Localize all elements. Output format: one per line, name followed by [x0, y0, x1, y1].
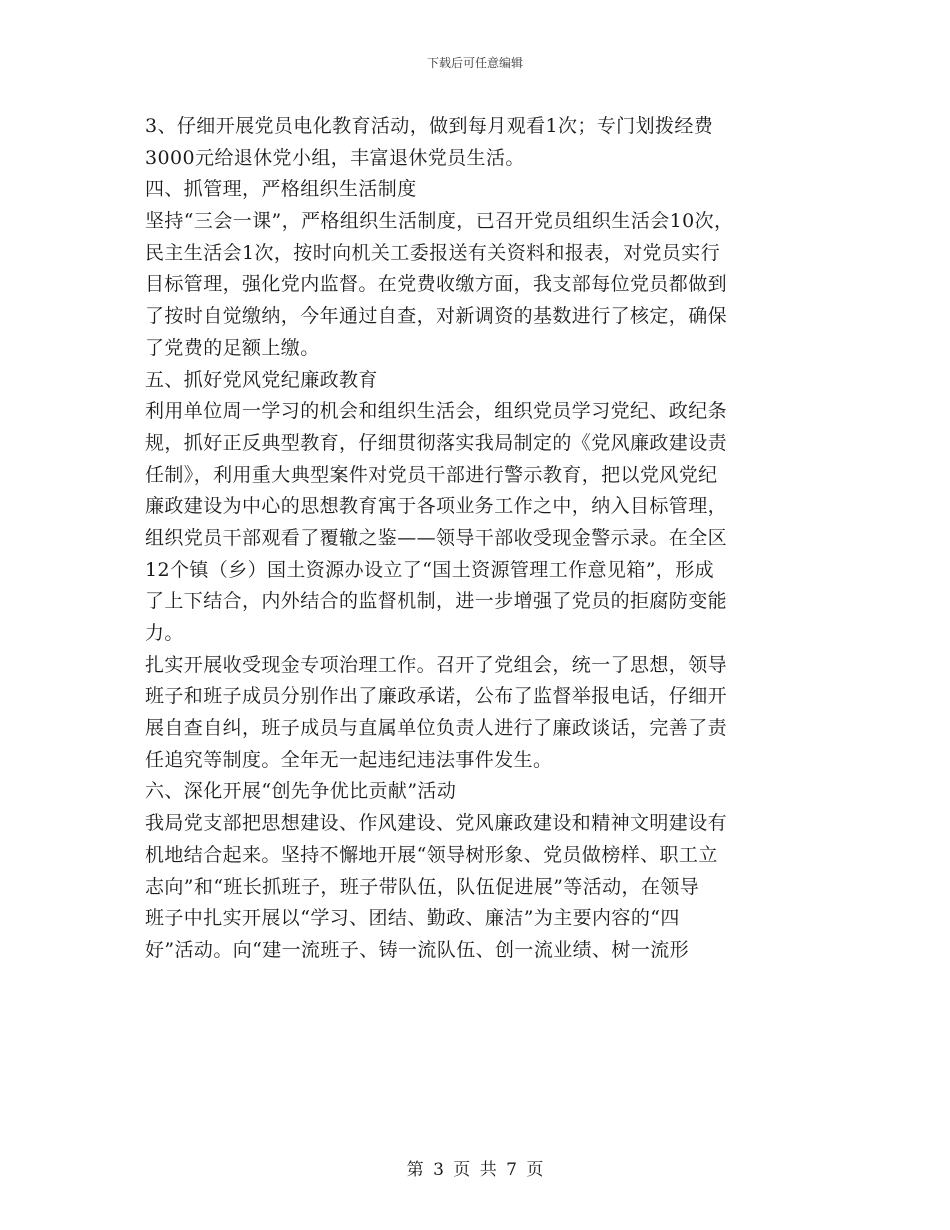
body-line: 班子和班子成员分别作出了廉政承诺，公布了监督举报电话，仔细开 — [145, 685, 728, 708]
body-line: 我局党支部把思想建设、作风建设、党风廉政建设和精神文明建设有 — [145, 812, 728, 835]
body-line: 机地结合起来。坚持不懈地开展“领导树形象、党员做榜样、职工立 — [145, 843, 718, 866]
body-line: 班子中扎实开展以“学习、团结、勤政、廉洁”为主要内容的“四 — [145, 907, 680, 930]
section-heading-6: 六、深化开展“创先争优比贡献”活动 — [145, 780, 457, 803]
body-line: 扎实开展收受现金专项治理工作。召开了党组会，统一了思想，领导 — [145, 653, 728, 676]
body-line: 坚持“三会一课”，严格组织生活制度，已召开党员组织生活会10次， — [145, 210, 734, 233]
body-line: 目标管理，强化党内监督。在党费收缴方面，我支部每位党员都做到 — [145, 273, 728, 296]
body-line: 展自查自纠，班子成员与直属单位负责人进行了廉政谈话，完善了责 — [145, 717, 728, 740]
body-line: 规，抓好正反典型教育，仔细贯彻落实我局制定的《党风廉政建设责 — [145, 431, 728, 454]
body-line: 了按时自觉缴纳，今年通过自查，对新调资的基数进行了核定，确保 — [145, 305, 728, 328]
section-heading-5: 五、抓好党风党纪廉政教育 — [145, 368, 378, 391]
body-line: 3000元给退休党小组，丰富退休党员生活。 — [145, 146, 525, 169]
body-line: 力。 — [145, 622, 184, 644]
section-heading-4: 四、抓管理，严格组织生活制度 — [145, 178, 417, 201]
body-line: 组织党员干部观看了覆辙之鉴——领导干部收受现金警示录。在全区 — [145, 526, 728, 549]
body-line: 志向”和“班长抓班子，班子带队伍，队伍促进展”等活动，在领导 — [145, 875, 700, 898]
body-line: 廉政建设为中心的思想教育寓于各项业务工作之中，纳入目标管理， — [145, 495, 728, 518]
body-line: 民主生活会1次，按时向机关工委报送有关资料和报表，对党员实行 — [145, 241, 721, 264]
body-line: 了党费的足额上缴。 — [145, 336, 320, 359]
page-header: 下载后可任意编辑 — [426, 56, 523, 70]
body-line: 任制》，利用重大典型案件对党员干部进行警示教育，把以党风党纪 — [145, 463, 718, 486]
body-line: 好”活动。向“建一流班子、铸一流队伍、创一流业绩、树一流形 — [145, 938, 690, 961]
body-line: 了上下结合，内外结合的监督机制，进一步增强了党员的拒腐防变能 — [145, 590, 728, 613]
body-line: 12个镇（乡）国土资源办设立了“国土资源管理工作意见箱”，形成 — [145, 558, 715, 581]
page-footer: 第 3 页 共 7 页 — [406, 1160, 544, 1180]
body-line: 3、仔细开展党员电化教育活动，做到每月观看1次；专门划拨经费 — [145, 115, 714, 137]
body-line: 任追究等制度。全年无一起违纪违法事件发生。 — [145, 748, 553, 771]
document-body — [145, 111, 825, 967]
body-line: 利用单位周一学习的机会和组织生活会，组织党员学习党纪、政纪条 — [145, 400, 728, 423]
